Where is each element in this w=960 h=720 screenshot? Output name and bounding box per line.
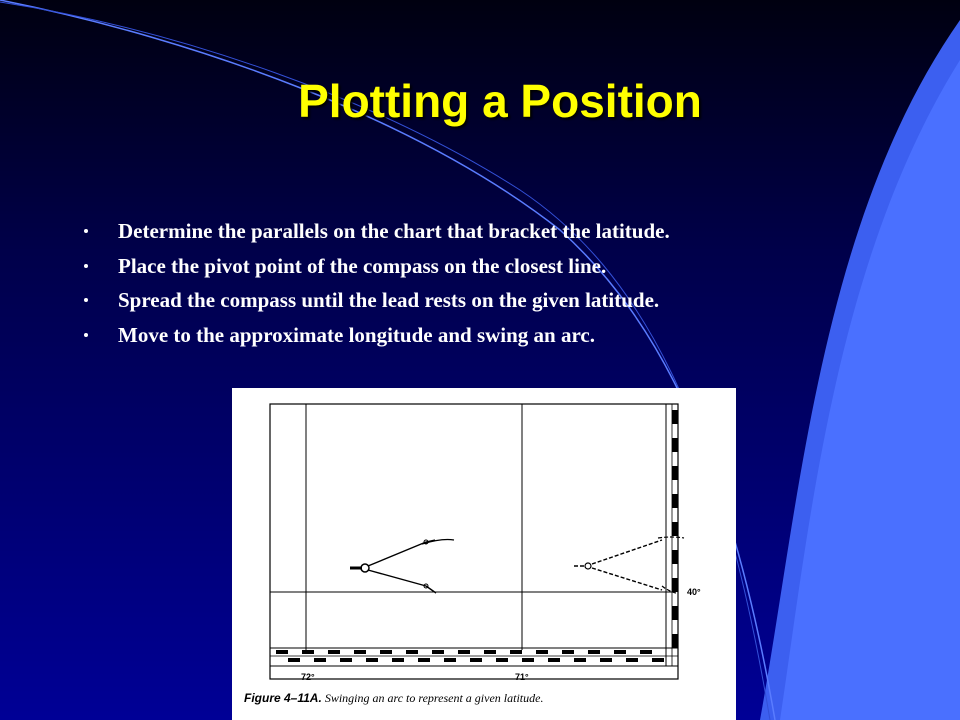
bullet-list [84, 218, 884, 356]
chart-border [270, 404, 678, 679]
list-item [84, 253, 884, 279]
latitude-scale-ticks [672, 410, 678, 648]
bullet-text: Move to the approximate longitude and swing an arc. [118, 322, 595, 347]
list-item [84, 287, 884, 313]
caption-text: Swinging an arc to represent a given latitude. [324, 691, 544, 705]
chart-figure [232, 388, 736, 720]
bullet-dot-icon [84, 333, 88, 337]
bullet-dot-icon [84, 229, 88, 233]
bullet-text: Spread the compass until the lead rests on the given latitude. [118, 288, 660, 312]
bullet-dot-icon [84, 264, 88, 268]
slide-title: Plotting a Position [298, 75, 702, 127]
compass-dashed-icon [574, 537, 684, 593]
label-40: 40° [687, 587, 701, 597]
bullet-text: Place the pivot point of the compass on the closest line. [118, 253, 607, 278]
figure-caption [244, 691, 543, 706]
bullet-dot-icon [84, 298, 88, 302]
label-71: 71° [515, 672, 529, 682]
list-item [84, 218, 884, 244]
list-item [84, 322, 884, 348]
caption-ref: Figure 4–11A. [244, 691, 322, 705]
bullet-text: Determine the parallels on the chart that bracket the latitude. [118, 219, 670, 243]
compass-icon [350, 540, 454, 594]
nautical-chart-diagram [232, 388, 736, 720]
label-72: 72° [301, 672, 315, 682]
